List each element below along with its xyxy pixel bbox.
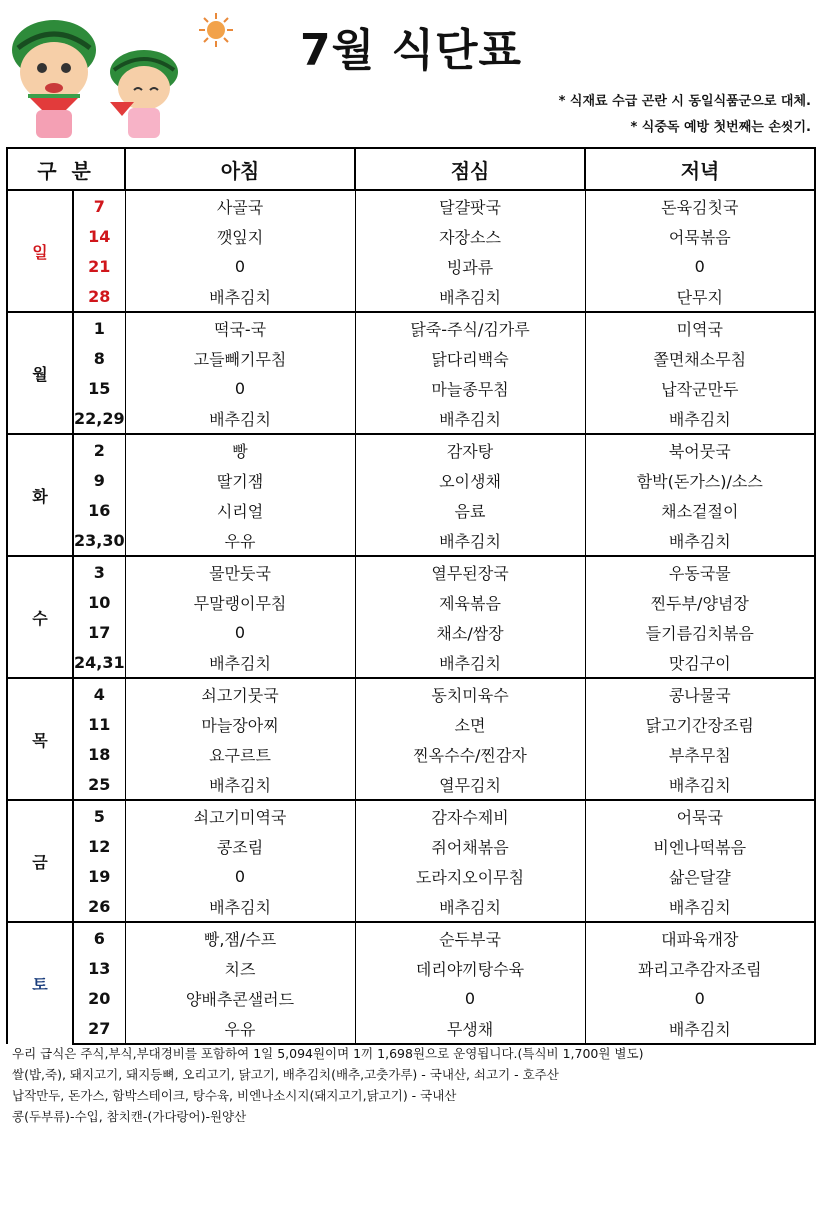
dinner-cell: 미역국 bbox=[585, 312, 815, 343]
date-cell: 5 bbox=[73, 800, 125, 831]
lunch-cell: 도라지오이무침 bbox=[355, 861, 585, 891]
breakfast-cell: 무말랭이무침 bbox=[125, 587, 355, 617]
breakfast-cell: 물만둣국 bbox=[125, 556, 355, 587]
table-row bbox=[7, 800, 815, 831]
table-row bbox=[7, 617, 815, 647]
origin-note-1: 쌀(밥,죽), 돼지고기, 돼지등뼈, 오리고기, 닭고기, 배추김치(배추,고춧가루) - 국내산, 쇠고기 - 호주산 bbox=[12, 1067, 559, 1082]
day-label: 토 bbox=[7, 922, 73, 1044]
lunch-cell: 순두부국 bbox=[355, 922, 585, 953]
origin-note-2: 납작만두, 돈가스, 함박스테이크, 탕수육, 비엔나소시지(돼지고기,닭고기) - 국내산 bbox=[12, 1088, 457, 1103]
table-row bbox=[7, 769, 815, 800]
dinner-cell: 0 bbox=[585, 983, 815, 1013]
date-cell: 3 bbox=[73, 556, 125, 587]
date-cell: 12 bbox=[73, 831, 125, 861]
dinner-cell: 배추김치 bbox=[585, 891, 815, 922]
breakfast-cell: 빵 bbox=[125, 434, 355, 465]
dinner-cell: 쫄면채소무침 bbox=[585, 343, 815, 373]
dinner-cell: 비엔나떡볶음 bbox=[585, 831, 815, 861]
day-label: 화 bbox=[7, 434, 73, 556]
hygiene-note: * 식중독 예방 첫번째는 손씻기. bbox=[630, 120, 811, 135]
lunch-cell: 감자수제비 bbox=[355, 800, 585, 831]
date-cell: 23,30 bbox=[73, 525, 125, 556]
date-cell: 10 bbox=[73, 587, 125, 617]
dinner-cell: 들기름김치볶음 bbox=[585, 617, 815, 647]
breakfast-cell: 콩조림 bbox=[125, 831, 355, 861]
date-cell: 6 bbox=[73, 922, 125, 953]
breakfast-cell: 쇠고기뭇국 bbox=[125, 678, 355, 709]
table-row bbox=[7, 190, 815, 221]
table-row bbox=[7, 221, 815, 251]
dinner-cell: 꽈리고추감자조림 bbox=[585, 953, 815, 983]
lunch-cell: 소면 bbox=[355, 709, 585, 739]
breakfast-cell: 시리얼 bbox=[125, 495, 355, 525]
dinner-cell: 배추김치 bbox=[585, 1013, 815, 1044]
date-cell: 27 bbox=[73, 1013, 125, 1044]
lunch-cell: 0 bbox=[355, 983, 585, 1013]
table-row bbox=[7, 831, 815, 861]
lunch-cell: 자장소스 bbox=[355, 221, 585, 251]
lunch-cell: 닭다리백숙 bbox=[355, 343, 585, 373]
lunch-cell: 배추김치 bbox=[355, 891, 585, 922]
day-label: 수 bbox=[7, 556, 73, 678]
date-cell: 26 bbox=[73, 891, 125, 922]
dinner-cell: 찐두부/양념장 bbox=[585, 587, 815, 617]
lunch-cell: 찐옥수수/찐감자 bbox=[355, 739, 585, 769]
footer-notes bbox=[12, 1043, 643, 1127]
date-cell: 28 bbox=[73, 281, 125, 312]
breakfast-cell: 우유 bbox=[125, 525, 355, 556]
lunch-cell: 감자탕 bbox=[355, 434, 585, 465]
date-cell: 17 bbox=[73, 617, 125, 647]
watermelon-kid-illustration-2 bbox=[104, 46, 180, 140]
breakfast-cell: 양배추콘샐러드 bbox=[125, 983, 355, 1013]
date-cell: 20 bbox=[73, 983, 125, 1013]
breakfast-cell: 배추김치 bbox=[125, 403, 355, 434]
lunch-header: 점심 bbox=[355, 148, 585, 190]
date-cell: 24,31 bbox=[73, 647, 125, 678]
table-row bbox=[7, 953, 815, 983]
page-header bbox=[0, 0, 819, 148]
breakfast-cell: 배추김치 bbox=[125, 769, 355, 800]
lunch-cell: 데리야끼탕수육 bbox=[355, 953, 585, 983]
dinner-cell: 대파육개장 bbox=[585, 922, 815, 953]
watermelon-kid-illustration bbox=[6, 10, 102, 140]
breakfast-cell: 0 bbox=[125, 617, 355, 647]
table-row bbox=[7, 983, 815, 1013]
weekly-menu-table bbox=[6, 147, 816, 1045]
breakfast-cell: 치즈 bbox=[125, 953, 355, 983]
day-label: 목 bbox=[7, 678, 73, 800]
breakfast-header: 아침 bbox=[125, 148, 355, 190]
table-row bbox=[7, 312, 815, 343]
lunch-cell: 닭죽-주식/김가루 bbox=[355, 312, 585, 343]
date-cell: 18 bbox=[73, 739, 125, 769]
lunch-cell: 오이생채 bbox=[355, 465, 585, 495]
dinner-cell: 어묵국 bbox=[585, 800, 815, 831]
lunch-cell: 무생채 bbox=[355, 1013, 585, 1044]
date-cell: 19 bbox=[73, 861, 125, 891]
lunch-cell: 제육볶음 bbox=[355, 587, 585, 617]
date-cell: 21 bbox=[73, 251, 125, 281]
dinner-cell: 납작군만두 bbox=[585, 373, 815, 403]
dinner-cell: 삶은달걀 bbox=[585, 861, 815, 891]
lunch-cell: 마늘종무침 bbox=[355, 373, 585, 403]
breakfast-cell: 사골국 bbox=[125, 190, 355, 221]
lunch-cell: 배추김치 bbox=[355, 281, 585, 312]
table-row bbox=[7, 922, 815, 953]
breakfast-cell: 배추김치 bbox=[125, 281, 355, 312]
breakfast-cell: 쇠고기미역국 bbox=[125, 800, 355, 831]
dinner-cell: 배추김치 bbox=[585, 525, 815, 556]
dinner-cell: 우동국물 bbox=[585, 556, 815, 587]
date-cell: 9 bbox=[73, 465, 125, 495]
dinner-cell: 맛김구이 bbox=[585, 647, 815, 678]
table-row bbox=[7, 861, 815, 891]
substitution-note: * 식재료 수급 곤란 시 동일식품군으로 대체. bbox=[558, 94, 811, 109]
table-row bbox=[7, 281, 815, 312]
table-row bbox=[7, 556, 815, 587]
breakfast-cell: 0 bbox=[125, 373, 355, 403]
lunch-cell: 열무김치 bbox=[355, 769, 585, 800]
table-row bbox=[7, 647, 815, 678]
origin-note-3: 콩(두부류)-수입, 참치캔-(가다랑어)-원양산 bbox=[12, 1109, 247, 1124]
breakfast-cell: 딸기잼 bbox=[125, 465, 355, 495]
breakfast-cell: 마늘장아찌 bbox=[125, 709, 355, 739]
dinner-cell: 콩나물국 bbox=[585, 678, 815, 709]
dinner-cell: 부추무침 bbox=[585, 739, 815, 769]
dinner-cell: 배추김치 bbox=[585, 403, 815, 434]
breakfast-cell: 깻잎지 bbox=[125, 221, 355, 251]
breakfast-cell: 0 bbox=[125, 861, 355, 891]
lunch-cell: 빙과류 bbox=[355, 251, 585, 281]
menu-body bbox=[7, 190, 815, 1044]
breakfast-cell: 떡국-국 bbox=[125, 312, 355, 343]
breakfast-cell: 우유 bbox=[125, 1013, 355, 1044]
lunch-cell: 채소/쌈장 bbox=[355, 617, 585, 647]
dinner-cell: 돈육김칫국 bbox=[585, 190, 815, 221]
dinner-cell: 북어뭇국 bbox=[585, 434, 815, 465]
date-cell: 7 bbox=[73, 190, 125, 221]
table-row bbox=[7, 403, 815, 434]
table-row bbox=[7, 434, 815, 465]
lunch-cell: 배추김치 bbox=[355, 403, 585, 434]
table-row bbox=[7, 678, 815, 709]
day-label: 일 bbox=[7, 190, 73, 312]
dinner-cell: 단무지 bbox=[585, 281, 815, 312]
breakfast-cell: 0 bbox=[125, 251, 355, 281]
table-row bbox=[7, 587, 815, 617]
date-cell: 11 bbox=[73, 709, 125, 739]
dinner-cell: 채소겉절이 bbox=[585, 495, 815, 525]
dinner-header: 저녁 bbox=[585, 148, 815, 190]
dinner-cell: 0 bbox=[585, 251, 815, 281]
breakfast-cell: 요구르트 bbox=[125, 739, 355, 769]
breakfast-cell: 빵,잼/수프 bbox=[125, 922, 355, 953]
table-row bbox=[7, 891, 815, 922]
category-header: 구 분 bbox=[7, 148, 125, 190]
date-cell: 8 bbox=[73, 343, 125, 373]
table-header-row bbox=[7, 148, 815, 190]
table-row bbox=[7, 373, 815, 403]
cost-note: 우리 급식은 주식,부식,부대경비를 포함하여 1일 5,094원이며 1끼 1,698원으로 운영됩니다.(특식비 1,700원 별도) bbox=[12, 1046, 644, 1061]
date-cell: 22,29 bbox=[73, 403, 125, 434]
date-cell: 15 bbox=[73, 373, 125, 403]
date-cell: 13 bbox=[73, 953, 125, 983]
dinner-cell: 닭고기간장조림 bbox=[585, 709, 815, 739]
day-label: 월 bbox=[7, 312, 73, 434]
lunch-cell: 배추김치 bbox=[355, 525, 585, 556]
breakfast-cell: 배추김치 bbox=[125, 647, 355, 678]
lunch-cell: 음료 bbox=[355, 495, 585, 525]
date-cell: 1 bbox=[73, 312, 125, 343]
date-cell: 4 bbox=[73, 678, 125, 709]
breakfast-cell: 배추김치 bbox=[125, 891, 355, 922]
sun-icon bbox=[198, 12, 234, 48]
lunch-cell: 동치미육수 bbox=[355, 678, 585, 709]
date-cell: 2 bbox=[73, 434, 125, 465]
table-row bbox=[7, 739, 815, 769]
table-row bbox=[7, 465, 815, 495]
lunch-cell: 쥐어채볶음 bbox=[355, 831, 585, 861]
breakfast-cell: 고들빼기무침 bbox=[125, 343, 355, 373]
date-cell: 14 bbox=[73, 221, 125, 251]
date-cell: 16 bbox=[73, 495, 125, 525]
table-row bbox=[7, 1013, 815, 1044]
page-title: 7월 식단표 bbox=[300, 25, 522, 76]
table-row bbox=[7, 251, 815, 281]
date-cell: 25 bbox=[73, 769, 125, 800]
table-row bbox=[7, 343, 815, 373]
lunch-cell: 열무된장국 bbox=[355, 556, 585, 587]
day-label: 금 bbox=[7, 800, 73, 922]
lunch-cell: 배추김치 bbox=[355, 647, 585, 678]
dinner-cell: 함박(돈가스)/소스 bbox=[585, 465, 815, 495]
table-row bbox=[7, 709, 815, 739]
table-row bbox=[7, 495, 815, 525]
dinner-cell: 배추김치 bbox=[585, 769, 815, 800]
dinner-cell: 어묵볶음 bbox=[585, 221, 815, 251]
lunch-cell: 달걀팟국 bbox=[355, 190, 585, 221]
table-row bbox=[7, 525, 815, 556]
